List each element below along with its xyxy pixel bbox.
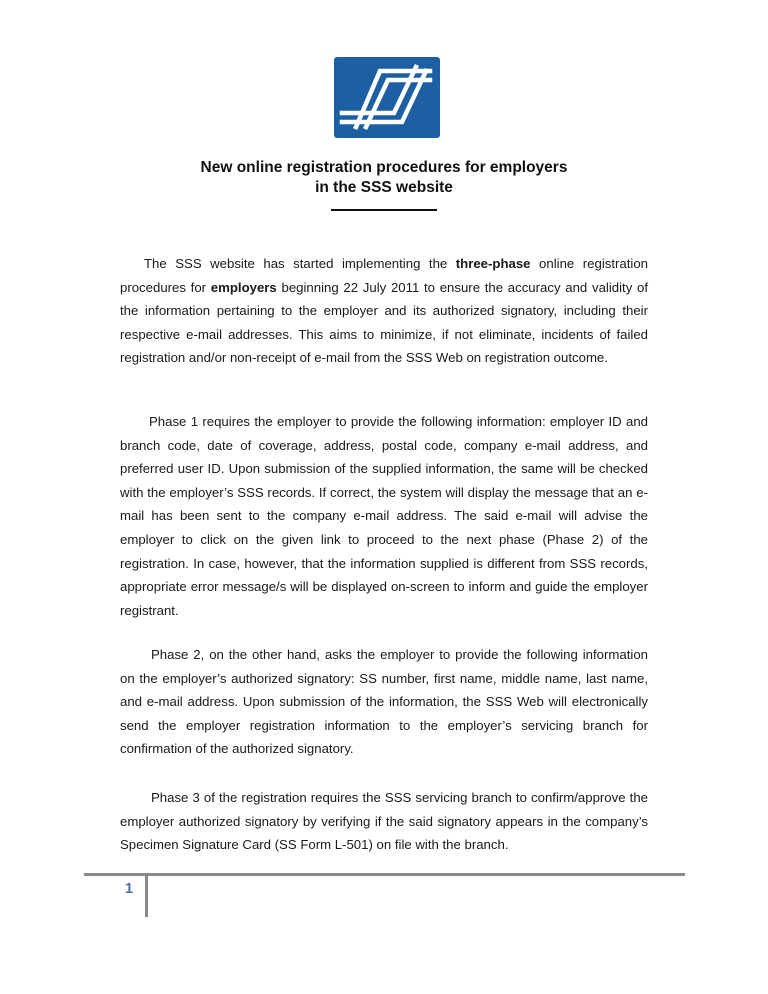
paragraph-phase-2: Phase 2, on the other hand, asks the employer to provide the following information on the employer’s authorized signatory: SS number, first name, middle name, last name, and e-mail address. Upon submission of the information, the SSS Web will electronically send the employer registration information to the employer’s servicing branch for confirmation of the authorized signatory. — [120, 647, 648, 757]
footer-rule — [84, 873, 685, 876]
intro-text-2: online registration procedures for — [120, 256, 648, 295]
title-line-1: New online registration procedures for employers — [200, 159, 568, 176]
page-number: 1 — [124, 880, 134, 897]
paragraph-phase-1: Phase 1 requires the employer to provide the following information: employer ID and branch code, date of coverage, address, postal code, company e-mail address, and preferred user ID. Upon submission of the supplied information, the same will be checked with the employer’s SSS records. If correct, the system will display the message that an e-mail has been sent to the company e-mail address. The said e-mail will advise the employer to click on the given link to proceed to the next phase (Phase 2) of the registration. In case, however, that the information supplied is different from SSS records, appropriate error message/s will be displayed on-screen to inform and guide the employer registrant. — [120, 414, 648, 618]
intro-bold-employers: employers — [210, 279, 277, 295]
footer-divider — [145, 876, 148, 917]
intro-bold-three-phase: three-phase — [455, 256, 531, 271]
paragraph-phase-3: Phase 3 of the registration requires the SSS servicing branch to confirm/approve the employer authorized signatory by verifying if the said signatory appears in the company’s Specimen Signature Card (SS Form L-501) on file with the branch. — [120, 790, 648, 853]
intro-text-3: beginning 22 July 2011 to ensure the accuracy and validity of the information pertaining to the employer and its authorized signatory, including their respective e-mail addresses. This aims to minimize, if not eliminate, incidents of failed registration and/or non-receipt of e-mail from the SSS Web on registration outcome. — [120, 279, 648, 366]
sss-logo — [334, 57, 440, 138]
intro-text-1: The SSS website has started implementing the — [144, 256, 456, 271]
title-underline — [331, 209, 437, 211]
document-title — [120, 158, 648, 198]
paragraph-intro — [120, 252, 648, 370]
title-line-2: in the SSS website — [315, 179, 453, 196]
